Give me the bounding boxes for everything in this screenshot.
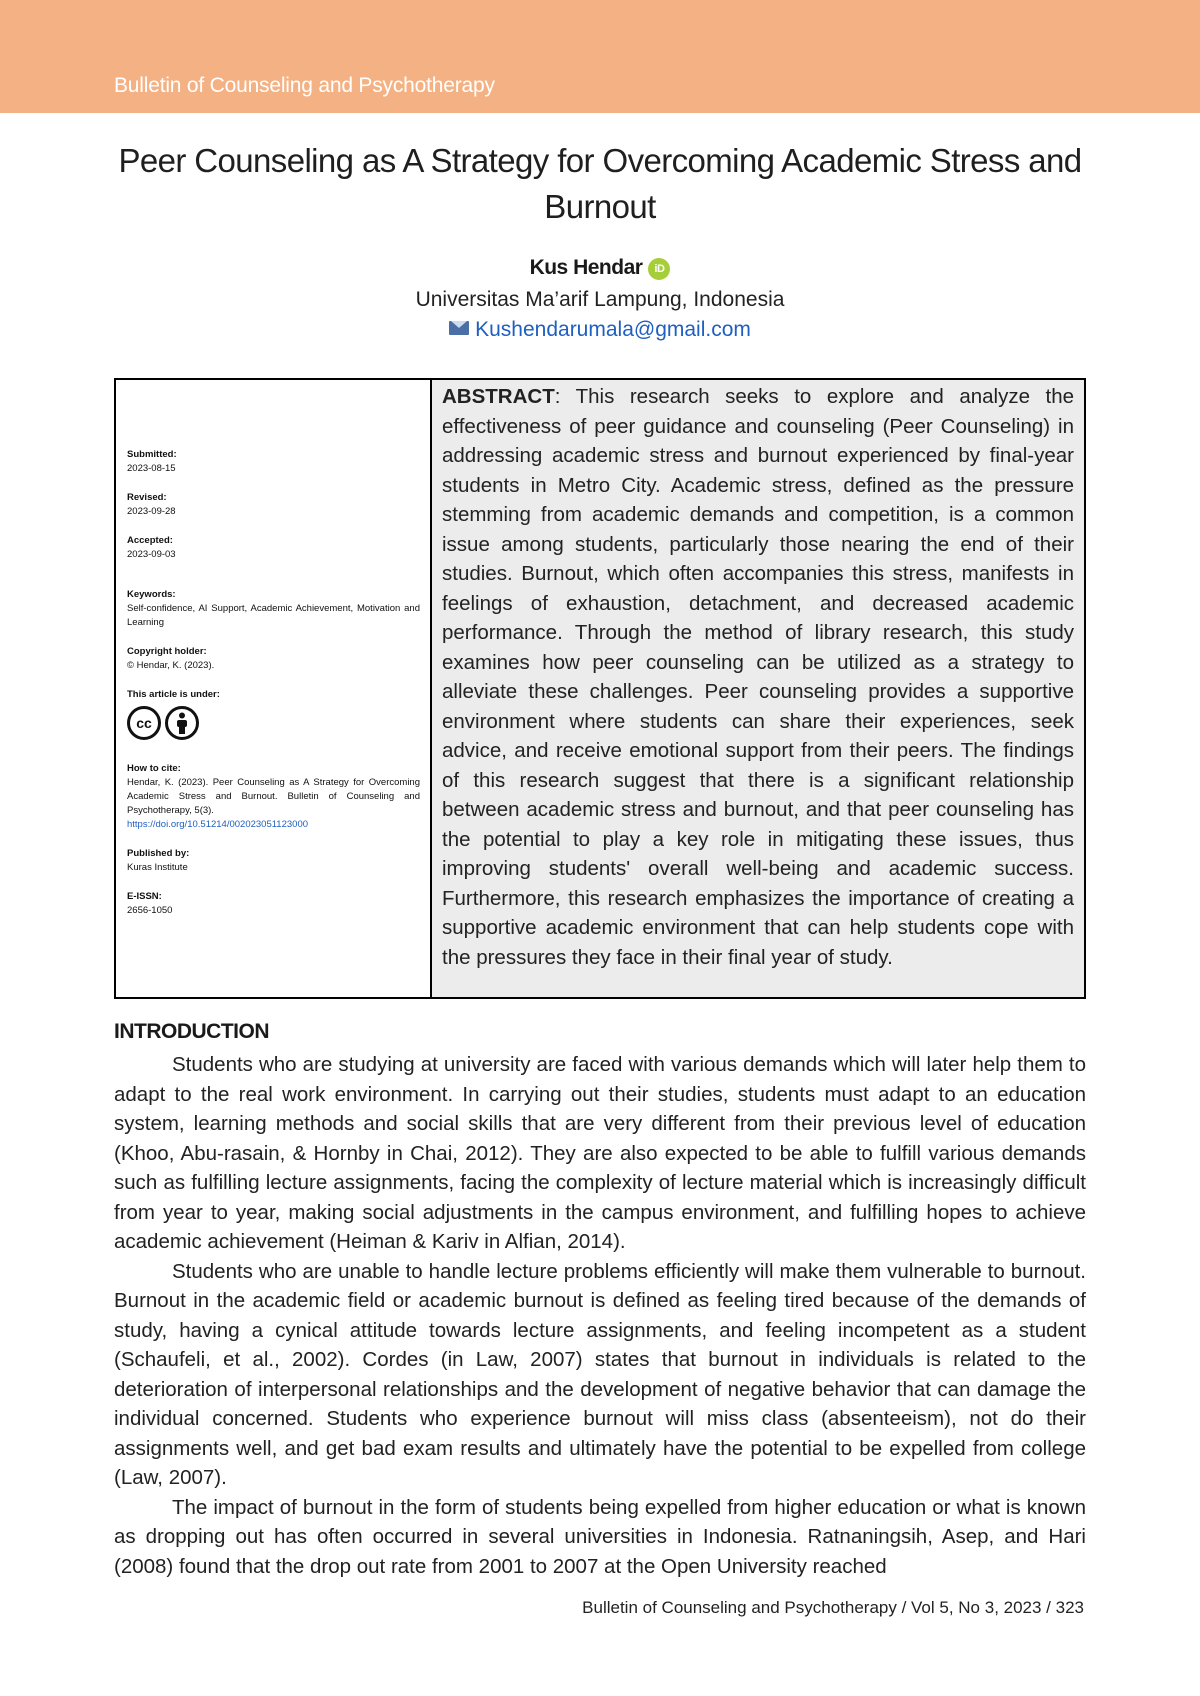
- citation-text: Hendar, K. (2023). Peer Counseling as A Strategy for Overcoming Academic Stress and Burnout. Bulletin of Counseling and Psychotherapy, 5(3).: [127, 777, 420, 816]
- revised-date: 2023-09-28: [127, 506, 176, 517]
- body-paragraph: Students who are unable to handle lecture problems efficiently will make them vulnerable to burnout. Burnout in the academic field or academic burnout is defined as feeling tired because of the demands of study, having a cynical attitude towards lecture assignments, and feeling incompetent as a student (Schaufeli, et al., 2002). Cordes (in Law, 2007) states that burnout in individuals is related to the deterioration of interpersonal relationships and the development of negative behavior that can damage the individual concerned. Students who experience burnout will miss class (absenteeism), not do their assignments well, and get bad exam results and ultimately have the potential to be expelled from college (Law, 2007).: [114, 1259, 1086, 1489]
- journal-name: Bulletin of Counseling and Psychotherapy: [114, 74, 495, 97]
- attribution-person-icon: [165, 706, 199, 740]
- article-info-box: [114, 378, 1086, 999]
- accepted-group: [127, 534, 420, 562]
- how-to-cite-label: How to cite:: [127, 763, 181, 774]
- keywords-group: [127, 588, 420, 630]
- email-line: [0, 318, 1200, 342]
- body-paragraph: The impact of burnout in the form of students being expelled from higher education or what is known as dropping out has often occurred in several universities in Indonesia. Ratnaningsih, Asep, and Hari (2008) found that the drop out rate from 2001 to 2007 at the Open University reached: [114, 1495, 1086, 1578]
- abstract-text: : This research seeks to explore and analyze the effectiveness of peer guidance and counseling (Peer Counseling) in addressing academic stress and burnout experienced by final-year students in Metro City. Academic stress, defined as the pressure stemming from academic demands and competition, is a common issue among students, particularly those nearing the end of their studies. Burnout, which often accompanies this stress, manifests in feelings of exhaustion, detachment, and decreased academic performance. Through the method of library research, this study examines how peer counseling can be utilized as a strategy to alleviate these challenges. Peer counseling provides a supportive environment where students can share their experiences, seek advice, and receive emotional support from their peers. The findings of this research suggest that there is a significant relationship between academic stress and burnout, and that peer counseling has the potential to play a key role in mitigating these issues, thus improving students' overall well-being and academic success. Furthermore, this research emphasizes the importance of creating a supportive academic environment that can help students cope with the pressures they face in their final year of study.: [442, 385, 1074, 969]
- keywords-label: Keywords:: [127, 589, 176, 600]
- author-name: Kus Hendar: [529, 256, 643, 279]
- copyright-group: [127, 645, 420, 673]
- accepted-date: 2023-09-03: [127, 549, 176, 560]
- submitted-date: 2023-08-15: [127, 463, 176, 474]
- creative-commons-icon: cc: [127, 706, 161, 740]
- abstract-label: ABSTRACT: [442, 385, 555, 408]
- introduction-heading: INTRODUCTION: [114, 1020, 269, 1043]
- paper-title: Peer Counseling as A Strategy for Overcoming Academic Stress and Burnout: [118, 142, 1082, 225]
- eissn-value: 2656-1050: [127, 905, 173, 916]
- abstract: [432, 380, 1084, 997]
- journal-banner: [0, 0, 1200, 113]
- mail-icon: [449, 321, 469, 335]
- cc-by-license-badge[interactable]: [127, 706, 420, 740]
- submitted-group: [127, 448, 420, 476]
- author-line: [0, 256, 1200, 280]
- introduction-body: [114, 1050, 1086, 1581]
- accepted-label: Accepted:: [127, 535, 173, 546]
- license-group: [127, 688, 420, 740]
- publisher-name: Kuras Institute: [127, 862, 188, 873]
- orcid-icon[interactable]: iD: [648, 258, 670, 280]
- submitted-label: Submitted:: [127, 449, 177, 460]
- license-label: This article is under:: [127, 689, 220, 700]
- body-paragraph: Students who are studying at university are faced with various demands which will later help them to adapt to the real work environment. In carrying out their studies, students must adapt to an education system, learning methods and social skills that are very different from their previous level of education (Khoo, Abu-rasain, & Hornby in Chai, 2012). They are also expected to be able to fulfill various demands such as fulfilling lecture assignments, facing the complexity of lecture material which is increasingly difficult from year to year, making social adjustments in the campus environment, and fulfilling hopes to achieve academic achievement (Heiman & Kariv in Alfian, 2014).: [114, 1053, 1086, 1253]
- eissn-label: E-ISSN:: [127, 891, 162, 902]
- author-email-link[interactable]: Kushendarumala@gmail.com: [475, 318, 751, 341]
- revised-label: Revised:: [127, 492, 167, 503]
- article-metadata: [116, 380, 432, 997]
- page-footer: Bulletin of Counseling and Psychotherapy / Vol 5, No 3, 2023 / 323: [582, 1598, 1084, 1617]
- eissn-group: [127, 890, 420, 918]
- copyright-label: Copyright holder:: [127, 646, 207, 657]
- keywords-text: Self-confidence, AI Support, Academic Achievement, Motivation and Learning: [127, 603, 420, 628]
- how-to-cite-group: [127, 762, 420, 832]
- person-glyph-icon: [174, 712, 190, 734]
- publisher-group: [127, 847, 420, 875]
- author-affiliation: Universitas Ma’arif Lampung, Indonesia: [415, 288, 785, 311]
- doi-link[interactable]: https://doi.org/10.51214/002023051123000: [127, 819, 309, 830]
- revised-group: [127, 491, 420, 519]
- published-by-label: Published by:: [127, 848, 190, 859]
- copyright-text: © Hendar, K. (2023).: [127, 660, 215, 671]
